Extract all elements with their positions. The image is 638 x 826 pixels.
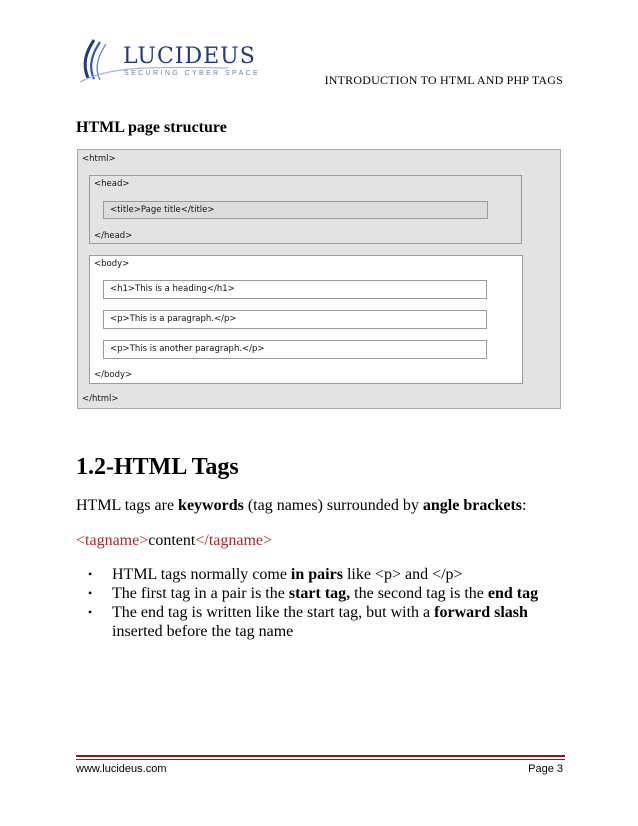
footer-website: www.lucideus.com [76, 763, 167, 775]
bullet-text: inserted before the tag name [112, 623, 294, 640]
html-open-tag: <html> [82, 154, 116, 164]
title-line: <title>Page title</title> [110, 205, 215, 215]
section-heading-page-structure: HTML page structure [76, 119, 227, 136]
example-content: content [148, 532, 196, 549]
p1-element-box [103, 310, 487, 329]
intro-paragraph [76, 497, 526, 515]
bullet-bold: end tag [487, 585, 539, 602]
h1-line: <h1>This is a heading</h1> [110, 284, 235, 294]
head-section-box [89, 175, 522, 244]
page-header-title: INTRODUCTION TO HTML AND PHP TAGS [324, 73, 563, 87]
p1-line: <p>This is a paragraph.</p> [110, 314, 237, 324]
bullet-text: the second tag is the [350, 585, 488, 602]
section-heading-html-tags: 1.2-HTML Tags [76, 454, 239, 480]
body-close-tag: </body> [94, 370, 133, 380]
bullet-text: The first tag in a pair is the [112, 585, 289, 602]
intro-bold-angle-brackets: angle brackets [422, 497, 522, 514]
example-open-tag: <tagname> [76, 532, 149, 549]
html-structure-diagram [77, 149, 561, 409]
bullet-icon: • [88, 605, 93, 619]
list-item [88, 584, 568, 603]
intro-text: (tag names) surrounded by [243, 497, 423, 514]
body-section-box [89, 255, 523, 384]
bullet-text: HTML tags normally come [112, 566, 291, 583]
bullet-text: The end tag is written like the start tag, but with a [112, 604, 435, 621]
h1-element-box [103, 280, 487, 299]
p2-line: <p>This is another paragraph.</p> [110, 344, 265, 354]
tag-example [76, 532, 272, 550]
bullet-list [88, 565, 568, 641]
bullet-bold: forward slash [434, 604, 528, 621]
footer-divider [76, 755, 565, 757]
head-open-tag: <head> [94, 179, 130, 189]
bullet-icon: • [88, 567, 93, 581]
head-close-tag: </head> [94, 231, 133, 241]
bullet-bold: start tag, [288, 585, 351, 602]
bullet-text: like <p> and </p> [342, 566, 463, 583]
logo-wordmark: LUCIDEUS [123, 44, 256, 69]
footer-divider [76, 759, 565, 760]
bullet-icon: • [88, 586, 93, 600]
intro-text: HTML tags are [76, 497, 179, 514]
logo-tagline: SECURING CYBER SPACE [124, 70, 261, 77]
list-item [88, 565, 568, 584]
title-element-box [103, 201, 488, 219]
intro-text: : [522, 497, 527, 514]
bullet-bold: in pairs [290, 566, 343, 583]
intro-bold-keywords: keywords [178, 497, 244, 514]
html-close-tag: </html> [82, 394, 119, 404]
list-item [88, 603, 568, 641]
footer-page-number: Page 3 [528, 763, 563, 775]
example-close-tag: </tagname> [195, 532, 273, 549]
body-open-tag: <body> [94, 259, 130, 269]
p2-element-box [103, 340, 487, 359]
